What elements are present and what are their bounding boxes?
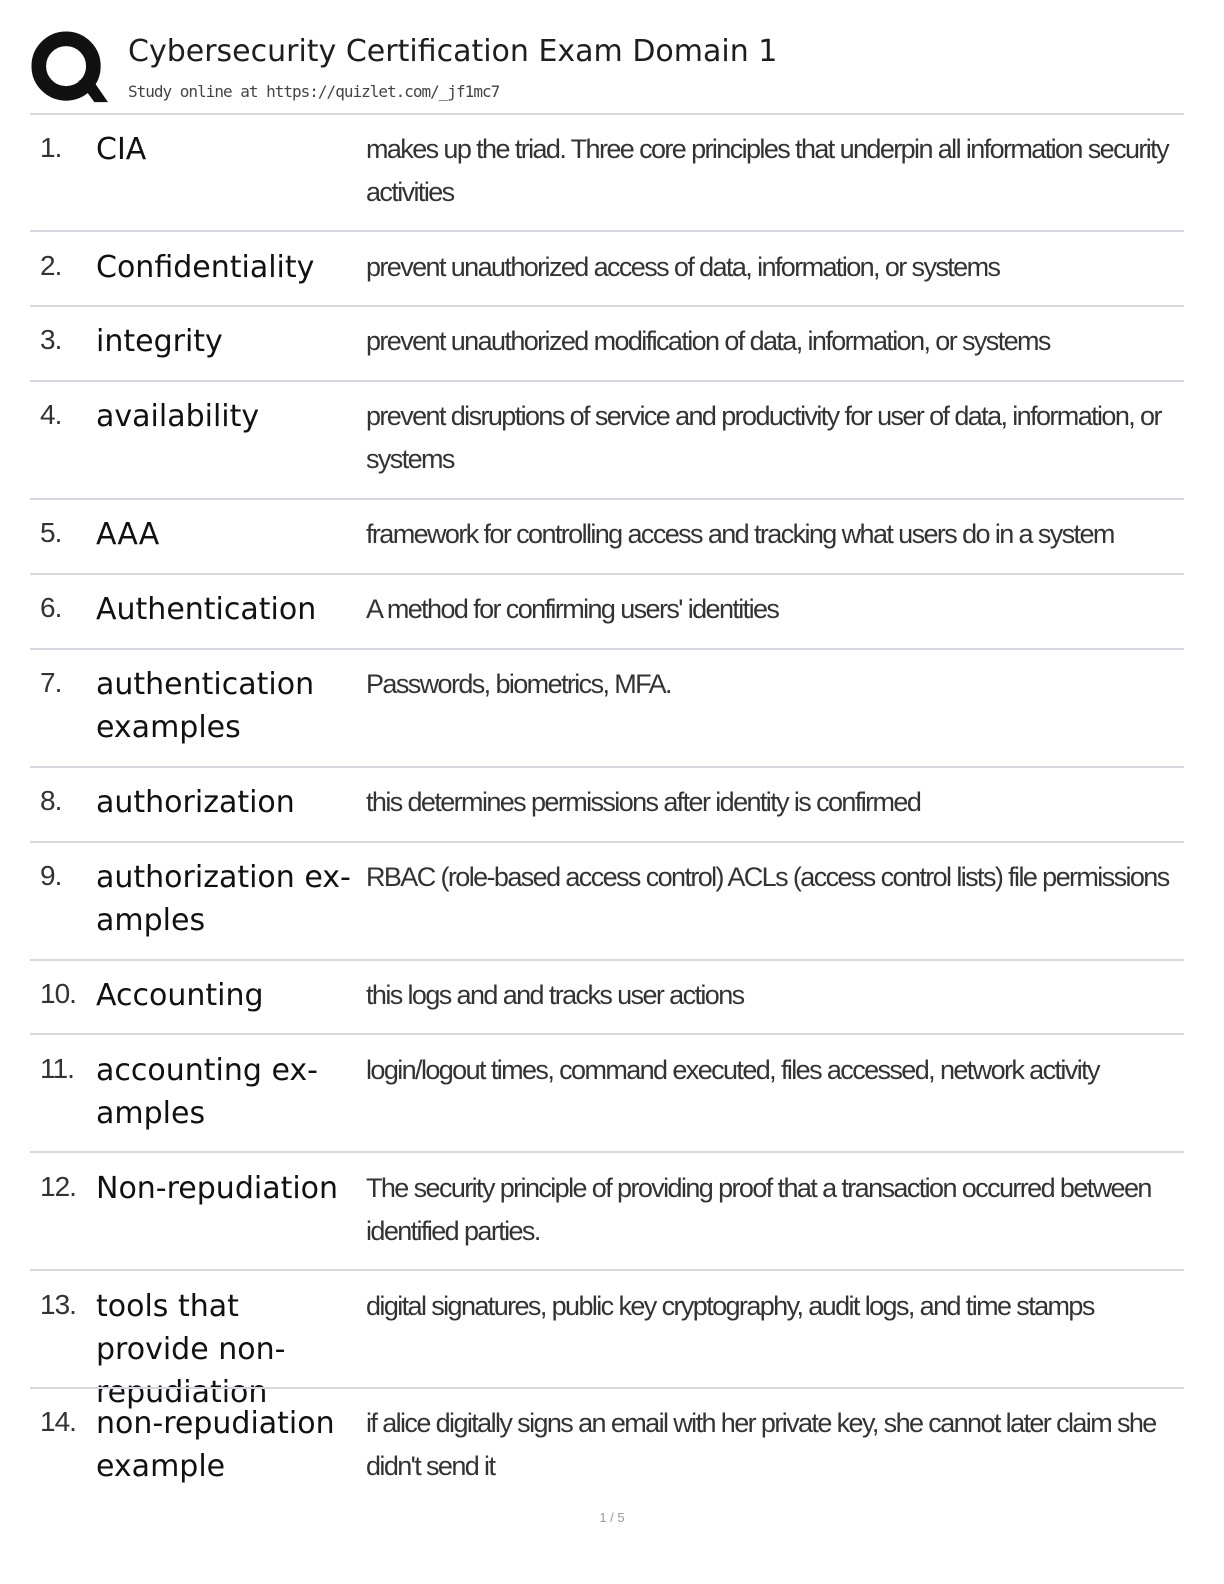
card-definition: login/logout times, command executed, files accessed, network activity [366, 1055, 1099, 1085]
card-term: non-repudiation example [96, 1406, 335, 1484]
card-term: accounting ex-amples [96, 1053, 318, 1131]
card-number: 5. [40, 517, 62, 548]
row-divider [30, 1033, 1184, 1035]
card-term: Confidentiality [96, 250, 315, 285]
row-divider [30, 305, 1184, 307]
row-divider [30, 766, 1184, 768]
card-number: 13. [40, 1289, 76, 1320]
card-definition: digital signatures, public key cryptography, audit logs, and time stamps [366, 1291, 1094, 1321]
row-divider [30, 498, 1184, 500]
card-number: 11. [40, 1053, 74, 1084]
row-divider [30, 1269, 1184, 1271]
card-number: 8. [40, 785, 62, 816]
card-term: integrity [96, 324, 223, 359]
card-definition: if alice digitally signs an email with her private key, she cannot later claim she didn't send it [366, 1408, 1156, 1481]
card-term: CIA [96, 132, 147, 167]
card-number: 4. [40, 399, 62, 430]
card-number: 9. [40, 860, 62, 891]
page-number: 1 / 5 [599, 1510, 625, 1525]
card-number: 1. [40, 132, 62, 163]
page-title: Cybersecurity Certification Exam Domain 1 [128, 34, 778, 69]
card-number: 12. [40, 1171, 76, 1202]
quizlet-logo-icon [30, 30, 108, 108]
card-term: AAA [96, 517, 160, 552]
study-online-link[interactable]: Study online at https://quizlet.com/_jf1mc7 [128, 82, 500, 101]
page-header [30, 28, 1184, 114]
card-definition: this determines permissions after identity is confirmed [366, 787, 921, 817]
card-definition: A method for confirming users' identities [366, 594, 779, 624]
card-number: 10. [40, 978, 76, 1009]
card-definition: Passwords, biometrics, MFA. [366, 669, 671, 699]
row-divider [30, 573, 1184, 575]
row-divider [30, 959, 1184, 961]
card-term: Non-repudiation [96, 1171, 339, 1206]
row-divider [30, 841, 1184, 843]
card-definition: prevent unauthorized access of data, information, or systems [366, 252, 1000, 282]
row-divider [30, 380, 1184, 382]
card-definition: prevent unauthorized modification of data, information, or systems [366, 326, 1050, 356]
card-number: 3. [40, 324, 62, 355]
header-divider [30, 113, 1184, 115]
row-divider [30, 1151, 1184, 1153]
card-number: 7. [40, 667, 62, 698]
card-term: Authentication [96, 592, 317, 627]
card-definition: prevent disruptions of service and productivity for user of data, information, or systems [366, 401, 1161, 474]
card-term: authorization ex-amples [96, 860, 351, 938]
row-divider [30, 1387, 1184, 1389]
card-term: availability [96, 399, 260, 434]
card-number: 14. [40, 1406, 76, 1437]
card-number: 6. [40, 592, 62, 623]
card-definition: this logs and and tracks user actions [366, 980, 744, 1010]
card-term: authorization [96, 785, 295, 820]
card-term: tools that provide non-repudiation [96, 1289, 286, 1410]
row-divider [30, 648, 1184, 650]
card-definition: framework for controlling access and tracking what users do in a system [366, 519, 1114, 549]
row-divider [30, 230, 1184, 232]
card-number: 2. [40, 250, 62, 281]
card-term: Accounting [96, 978, 264, 1013]
card-definition: The security principle of providing proof that a transaction occurred between identified parties. [366, 1173, 1151, 1246]
card-definition: RBAC (role-based access control) ACLs (access control lists) file permissions [366, 862, 1169, 892]
card-term: authentication examples [96, 667, 315, 745]
card-definition: makes up the triad. Three core principles that underpin all information security activities [366, 134, 1168, 207]
